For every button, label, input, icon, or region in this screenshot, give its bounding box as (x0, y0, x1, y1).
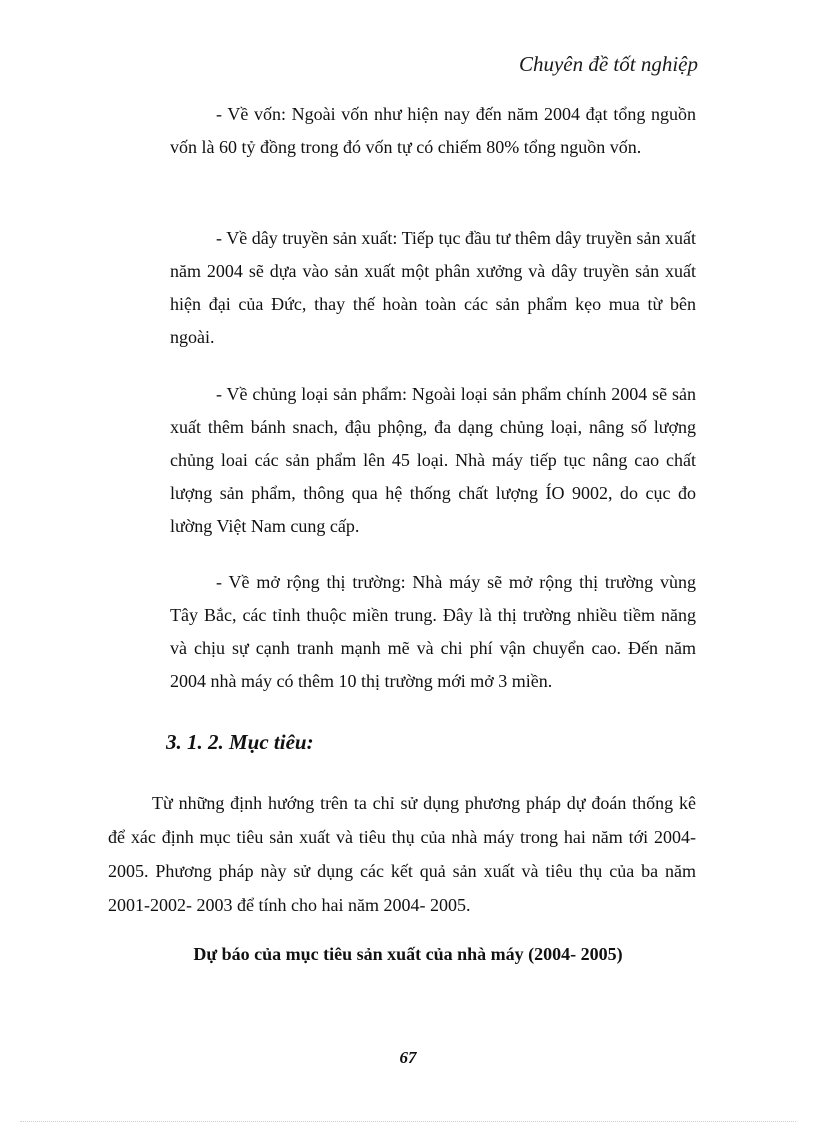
paragraph-product-types: - Về chủng loại sản phẩm: Ngoài loại sản phẩm chính 2004 sẽ sản xuất thêm bánh snach, đậu phộng, đa dạng chủng loại, nâng số lượng chủng loai các sản phẩm lên 45 loại. Nhà máy tiếp tục nâng cao chất lượng sản phẩm, thông qua hệ thống chất lượng ÍO 9002, do cục đo lường Việt Nam cung cấp. (170, 384, 696, 536)
paragraph-market-expansion: - Về mở rộng thị trường: Nhà máy sẽ mở rộng thị trường vùng Tây Bắc, các tỉnh thuộc miền trung. Đây là thị trường nhiều tiềm năng và chịu sự cạnh tranh mạnh mẽ và chi phí vận chuyển cao. Đến năm 2004 nhà máy có thêm 10 thị trường mới mở 3 miền. (170, 572, 696, 691)
table-title: Dự báo của mục tiêu sản xuất của nhà máy (2004- 2005) (193, 944, 623, 964)
footer-divider (20, 1121, 796, 1122)
paragraph-capital: - Về vốn: Ngoài vốn như hiện nay đến năm 2004 đạt tổng nguồn vốn là 60 tỷ đồng trong đó vốn tự có chiếm 80% tổng nguồn vốn. (170, 104, 696, 157)
section-body: Từ những định hướng trên ta chỉ sử dụng phương pháp dự đoán thống kê để xác định mục tiêu sản xuất và tiêu thụ của nhà máy trong hai năm tới 2004- 2005. Phương pháp này sử dụng các kết quả sản xuất và tiêu thụ của ba năm 2001-2002- 2003 để tính cho hai năm 2004- 2005. (108, 793, 696, 915)
section-heading: 3. 1. 2. Mục tiêu: (166, 730, 314, 754)
running-header: Chuyên đề tốt nghiệp (518, 52, 698, 76)
page-number: 67 (399, 1048, 417, 1067)
paragraph-production-line: - Về dây truyền sản xuất: Tiếp tục đầu tư thêm dây truyền sản xuất năm 2004 sẽ dựa vào sản xuất một phân xưởng và dây truyền sản xuất hiện đại của Đức, thay thế hoàn toàn các sản phẩm kẹo mua từ bên ngoài. (170, 228, 696, 347)
